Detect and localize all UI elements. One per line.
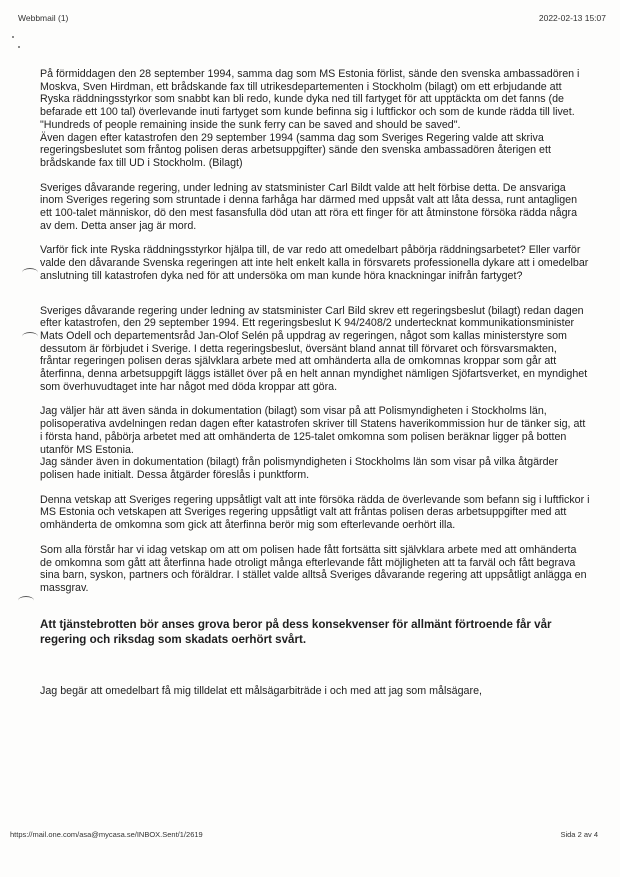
webmail-label: Webbmail (1)	[18, 13, 69, 23]
scan-speck	[12, 36, 14, 38]
punch-hole-mark	[22, 268, 38, 277]
paragraph-second-fax: Även dagen efter katastrofen den 29 september 1994 (samma dag som Sveriges Regering valde att skriva regeringsbeslutet som fråntog polisen deras arbetsuppgifter) sände den svenska ambassadören återigen ett brådskande fax till UD i Stockholm. (Bilagt)	[40, 131, 551, 169]
paragraph-why-question: Varför fick inte Ryska räddningsstyrkor hjälpa till, de var redo att omedelbart påbörja räddningsarbetet? Eller varför valde den dåvarande Svenska regeringen att inte helt enkelt kalla in försvarets professionella dykare att i omedelbar anslutning till katastrofen dyka ned för att undersöka om man kunde höra knackningar inifrån fartyget?	[40, 244, 589, 282]
paragraph-government-decision: Sveriges dåvarande regering under ledning av statsminister Carl Bild skrev ett regeringsbeslut (bilagt) redan dagen efter katastrofen, den 29 september 1994. Ett regeringsbeslut K 94/2408/2 undertecknat kommunikationsminister Mats Odell och departementsråd Jan-Olof Selén på uppdrag av regeringen, något som kallas ministerstyre som dessutom är förbjudet i Sverige. I detta regeringsbeslut, översänt bland annat till förvaret och försvarsmakten, fråntar regeringen polisen deras självklara arbete med att omhänderta alla de omkomnas kroppar som går att återfinna, denna arbetsuppgift läggs istället över på en helt annan myndighet nämligen Sjöfartsverket, en myndighet som överhuvudtaget inte har något med döda kroppar att göra.	[40, 304, 588, 393]
paragraph-fax-moscow: På förmiddagen den 28 september 1994, samma dag som MS Estonia förlist, sände den svenska ambassadören i Moskva, Sven Hirdman, ett brådskande fax till utrikesdepartementen i Stockholm (bilagt) om ett erbjudande att Ryska räddningsstyrkor som snabbt kan bli redo, kunde dyka ned till fartyget för att upptäckta om det fanns (de befarade ett 100 tal) överlevande inuti fartyget som kunde befinna sig i luftfickor och som de kunde rädda till livet. "Hundreds of people remaining inside the sunk ferry can be saved and should be saved".	[40, 68, 580, 131]
paragraph-government-ignored: Sveriges dåvarande regering, under ledning av statsminister Carl Bildt valde att helt förbise detta. De ansvariga inom Sveriges regering som struntade i denna farhåga har därmed med uppsåt valt att låta dessa, runt antagligen ett 100-talet människor, dö den mest fasansfulla död utan att röra ett finger för att åtminstone försöka rädda några av dem. Detta anser jag är mord.	[40, 181, 578, 232]
footer-url: https://mail.one.com/asa@mycasa.se/INBOX.Sent/1/2619	[10, 830, 203, 839]
paragraph-serious-offence: Att tjänstebrotten bör anses grova beror på dess konsekvenser för allmänt förtroende får vår regering och riksdag som skadats oerhört svårt.	[40, 617, 552, 646]
paragraph-police-documentation: Jag väljer här att även sända in dokumentation (bilagt) som visar på att Polismyndigheten i Stockholms län, polisoperativa avdelningen redan dagen efter katastrofen skriver till Statens haverikommission hur de tänker sig, att i första hand, påbörja arbetet med att omhänderta de 125-talet omkomna som polisen beräknar ligger på botten utanför MS Estonia.	[40, 405, 586, 456]
paragraph-police-measures: Jag sänder även in dokumentation (bilagt) från polismyndigheten i Stockholms län som visar på vilka åtgärder polisen hade initialt. Dessa åtgärder föreslås i punktform.	[40, 456, 559, 481]
scan-speck	[18, 46, 20, 48]
paragraph-request: Jag begär att omedelbart få mig tilldelat ett målsägarbiträde i och med att jag som målsägare,	[40, 684, 482, 697]
punch-hole-mark	[22, 332, 38, 341]
paragraph-mass-grave: Som alla förstår har vi idag vetskap om att om polisen hade fått fortsätta sitt självklara arbete med att omhänderta de omkomna som gått att återfinna hade otroligt många efterlevande fått möjligheten att ta farväl och fått begrava sina barn, syskon, partners och föräldrar. I stället valde alltså Sveriges dåvarande regering att uppsåtligt anlägga en massgrav.	[40, 543, 587, 594]
punch-hole-mark	[18, 596, 34, 605]
paragraph-knowledge: Denna vetskap att Sveriges regering uppsåtligt valt att inte försöka rädda de överlevande som befann sig i luftfickor i MS Estonia och vetskapen att Sveriges regering uppsåtligt valt att fråntas polisen deras arbetsuppgifter med att omhänderta de omkomna som gick att återfinna berör mig som efterlevande oerhört illa.	[40, 493, 590, 532]
page-number: Sida 2 av 4	[560, 830, 598, 839]
letter-body	[40, 68, 590, 709]
print-datetime: 2022-02-13 15:07	[538, 13, 606, 23]
